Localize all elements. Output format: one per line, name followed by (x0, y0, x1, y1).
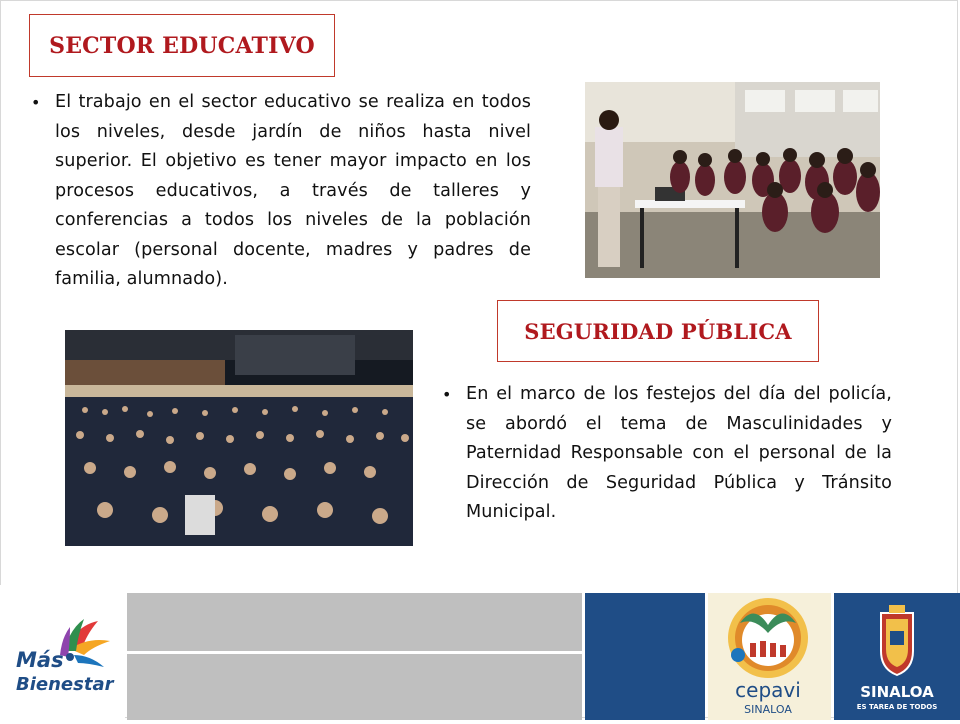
mas-bienestar-line1: Más (16, 648, 64, 672)
sinaloa-tagline: ES TAREA DE TODOS (856, 703, 938, 711)
bullet-icon: • (31, 93, 41, 112)
cepavi-logo-graphic (708, 593, 831, 720)
section-title-educativo: SECTOR EDUCATIVO (29, 14, 335, 77)
paragraph-educativo (31, 88, 531, 295)
section-title-seguridad: SEGURIDAD PÚBLICA (497, 300, 819, 362)
sinaloa-name: SINALOA (860, 683, 934, 701)
footer-blue-panel-left (585, 593, 705, 720)
footer-divider-line (127, 651, 582, 654)
mas-bienestar-logo-graphic (0, 585, 125, 720)
mas-bienestar-logo (0, 585, 125, 720)
cepavi-state: SINALOA (744, 703, 792, 716)
cepavi-logo (708, 593, 831, 720)
footer-banner (0, 585, 960, 720)
auditorium-photo-illustration (65, 330, 413, 546)
sinaloa-logo-graphic (834, 593, 960, 720)
paragraph-seguridad (442, 380, 892, 528)
auditorium-photo (65, 330, 413, 546)
classroom-photo-illustration (585, 82, 880, 278)
mas-bienestar-line2: Bienestar (16, 674, 114, 695)
sinaloa-logo (834, 593, 960, 720)
bullet-icon: • (442, 385, 452, 404)
classroom-photo (585, 82, 880, 278)
paragraph-educativo-text: El trabajo en el sector educativo se realiza en todos los niveles, desde jardín de niños hasta nivel superior. El objetivo es tener mayor impacto en los procesos educativos, a través de talleres y conferencias a todos los niveles de la población escolar (personal docente, madres y padres de familia, alumnado). (55, 92, 531, 289)
cepavi-name: cepavi (735, 678, 801, 702)
footer-gray-panel (127, 593, 582, 720)
paragraph-seguridad-text: En el marco de los festejos del día del policía, se abordó el tema de Masculinidades y Paternidad Responsable con el personal de la Dirección de Seguridad Pública y Tránsito Municipal. (466, 384, 892, 522)
